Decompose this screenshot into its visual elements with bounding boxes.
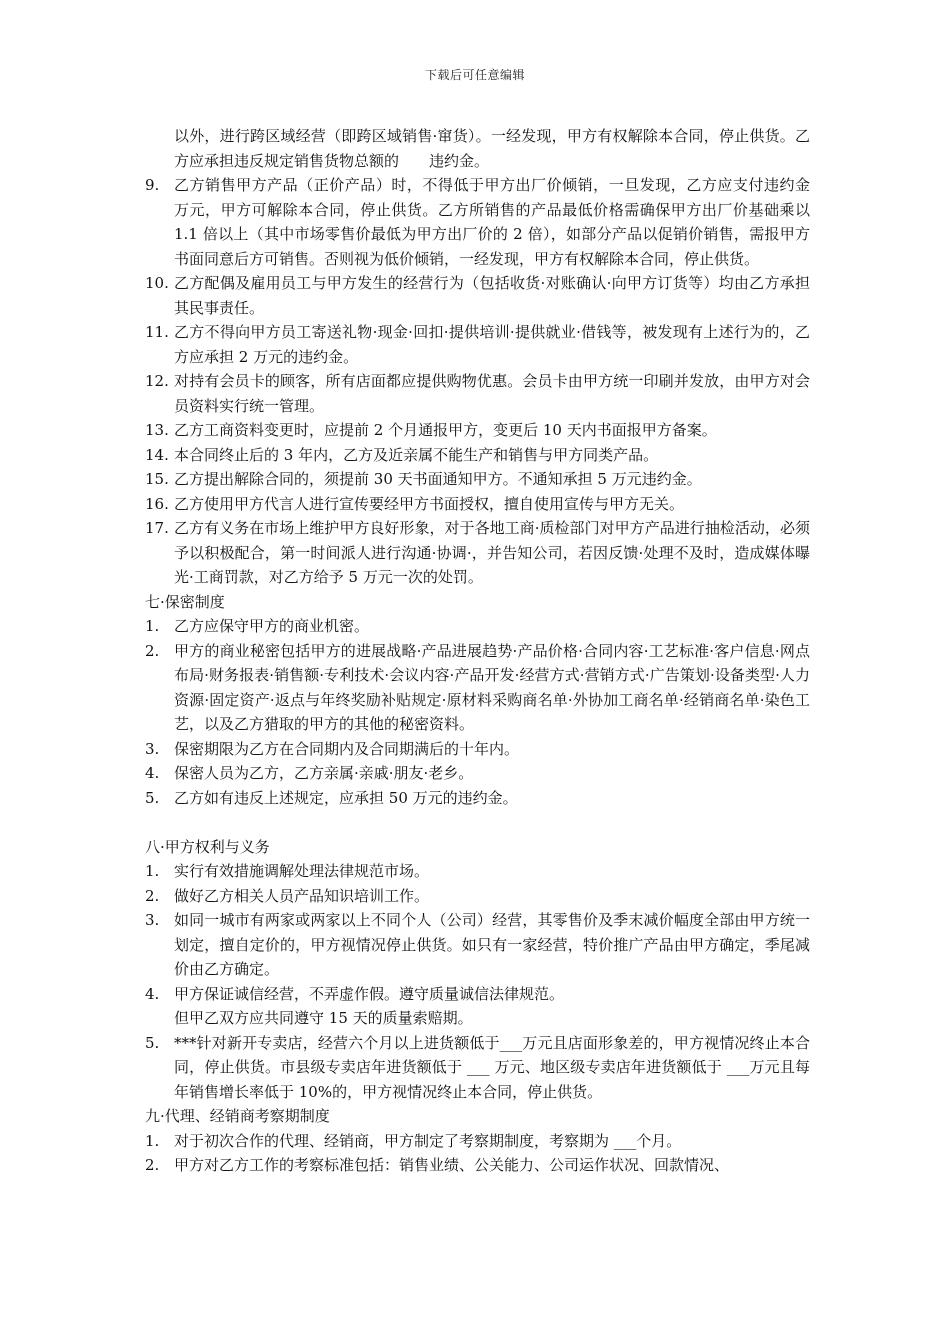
item-number: 15.	[145, 470, 169, 488]
item-number: 14.	[145, 445, 169, 464]
section-8-list	[145, 859, 810, 1104]
item-number: 5.	[145, 1033, 160, 1052]
item-number: 2.	[145, 886, 160, 905]
item-text: 甲方保证诚信经营，不弄虚作假。遵守质量诚信法律规范。	[174, 984, 565, 1003]
item-text: 乙方有义务在市场上维护甲方良好形象，对于各地工商·质检部门对甲方产品进行抽检活动，必须予以积极配合，第一时间派人进行沟通·协调·，并告知公司，若因反馈·处理不及时，造成媒体曝光·工商罚款，对乙方给予 5 万元一次的处罚。	[174, 519, 810, 586]
item-text: 实行有效措施调解处理法律规范市场。	[174, 862, 430, 880]
list-item	[145, 859, 810, 884]
list-item	[145, 492, 810, 517]
list-item	[145, 614, 810, 639]
spacer	[145, 810, 810, 835]
section-7-list	[145, 614, 810, 810]
list-item	[145, 908, 810, 982]
item-number: 1.	[145, 862, 160, 880]
item-text: 乙方应保守甲方的商业机密。	[174, 617, 370, 635]
list-item	[145, 418, 810, 443]
item-number: 17.	[145, 519, 169, 537]
list-item	[145, 320, 810, 369]
item-number: 11.	[145, 323, 169, 341]
item-text: 乙方配偶及雇用员工与甲方发生的经营行为（包括收货·对账确认·向甲方订货等）均由乙方承担其民事责任。	[174, 274, 810, 317]
list-item	[145, 761, 810, 786]
item-continuation: 但甲乙双方应共同遵守 15 天的质量索赔期。	[174, 1009, 473, 1027]
item-number: 2.	[145, 1156, 160, 1174]
item-number: 10.	[145, 274, 169, 292]
page-header: 下载后可任意编辑	[424, 68, 525, 82]
item-text: 乙方使用甲方代言人进行宣传要经甲方书面授权，擅自使用宣传与甲方无关。	[174, 494, 685, 513]
item-text: 保密人员为乙方，乙方亲属·亲戚·朋友·老乡。	[174, 764, 474, 782]
item-text: 乙方工商资料变更时，应提前 2 个月通报甲方，变更后 10 天内书面报甲方备案。	[174, 421, 717, 439]
item-number: 5.	[145, 788, 160, 807]
document-body	[145, 124, 841, 1178]
item-number: 13.	[145, 421, 169, 439]
item-number: 2.	[145, 641, 160, 660]
item-text: 本合同终止后的 3 年内，乙方及近亲属不能生产和销售与甲方同类产品。	[174, 445, 659, 464]
list-item	[145, 1031, 810, 1105]
list-item	[145, 271, 810, 320]
item-text: ***针对新开专卖店，经营六个月以上进货额低于___万元且店面形象差的，甲方视情况终止本合同，停止供货。市县级专卖店年进货额低于 ___ 万元、地区级专卖店年进货额低于 ___万元且每年销售增长率低于 10%的，甲方视情况终止本合同，停止供货。	[174, 1033, 810, 1101]
item-text: 乙方如有违反上述规定，应承担 50 万元的违约金。	[174, 788, 518, 807]
item-number: 1.	[145, 617, 160, 635]
list-item	[145, 982, 810, 1007]
item-number: 16.	[145, 494, 169, 513]
item-number: 12.	[145, 372, 169, 390]
item-number: 3.	[145, 739, 160, 758]
item-text: 甲方对乙方工作的考察标准包括：销售业绩、公关能力、公司运作状况、回款情况、	[174, 1156, 730, 1174]
continuation-paragraph: 以外，进行跨区域经营（即跨区域销售·窜货）。一经发现，甲方有权解除本合同，停止供货。乙方应承担违反规定销售货物总额的 违约金。	[174, 127, 810, 170]
item-number: 9.	[145, 176, 160, 194]
list-item	[145, 639, 810, 737]
list-item	[145, 369, 810, 418]
section-8-title: 八·甲方权利与义务	[145, 837, 270, 856]
list-item	[145, 443, 810, 468]
item-number: 4.	[145, 764, 160, 782]
item-text: 甲方的商业秘密包括甲方的进展战略·产品进展趋势·产品价格·合同内容·工艺标准·客户信息·网点布局·财务报表·销售额·专利技术·会议内容·产品开发·经营方式·营销方式·广告策划·设备类型·人力资源·固定资产·返点与年终奖励补贴规定·原材料采购商名单·外协加工商名单·经销商名单·染色工艺，以及乙方猎取的甲方的其他的秘密资料。	[174, 641, 810, 733]
item-number: 3.	[145, 911, 160, 929]
list-item	[145, 884, 810, 909]
section-9-title: 九·代理、经销商考察期制度	[145, 1107, 330, 1125]
list-item	[145, 467, 810, 492]
list-item	[145, 737, 810, 762]
item-text: 乙方销售甲方产品（正价产品）时，不得低于甲方出厂价倾销，一旦发现，乙方应支付违约金 万元，甲方可解除本合同，停止供货。乙方所销售的产品最低价格需确保甲方出厂价基础乘以 1.1 倍以上（其中市场零售价最低为甲方出厂价的 2 倍），如部分产品以促销价销售，需报甲方书面同意后方可销售。否则视为低价倾销，一经发现，甲方有权解除本合同，停止供货。	[174, 176, 841, 268]
item-text: 做好乙方相关人员产品知识培训工作。	[174, 886, 430, 905]
list-item	[145, 1129, 810, 1154]
list-item	[145, 173, 841, 271]
item-text: 保密期限为乙方在合同期内及合同期满后的十年内。	[174, 739, 520, 758]
list-item	[145, 786, 810, 811]
item-text: 对持有会员卡的顾客，所有店面都应提供购物优惠。会员卡由甲方统一印刷并发放，由甲方对会员资料实行统一管理。	[174, 372, 810, 415]
list-item	[145, 516, 810, 590]
item-text: 乙方提出解除合同的，须提前 30 天书面通知甲方。不通知承担 5 万元违约金。	[174, 470, 702, 488]
item-number: 1.	[145, 1131, 160, 1150]
list-item	[145, 1153, 810, 1178]
section-9-list	[145, 1129, 810, 1178]
item-text: 乙方不得向甲方员工寄送礼物·现金·回扣·提供培训·提供就业·借钱等，被发现有上述行为的，乙方应承担 2 万元的违约金。	[174, 323, 810, 366]
item-number: 4.	[145, 984, 160, 1003]
section-6-list	[145, 173, 841, 590]
item-text: 如同一城市有两家或两家以上不同个人（公司）经营，其零售价及季末减价幅度全部由甲方统一划定，擅自定价的，甲方视情况停止供货。如只有一家经营，特价推广产品由甲方确定，季尾减价由乙方确定。	[174, 911, 810, 978]
item-text: 对于初次合作的代理、经销商，甲方制定了考察期制度，考察期为 ___个月。	[174, 1131, 682, 1150]
section-7-title: 七·保密制度	[145, 592, 225, 611]
